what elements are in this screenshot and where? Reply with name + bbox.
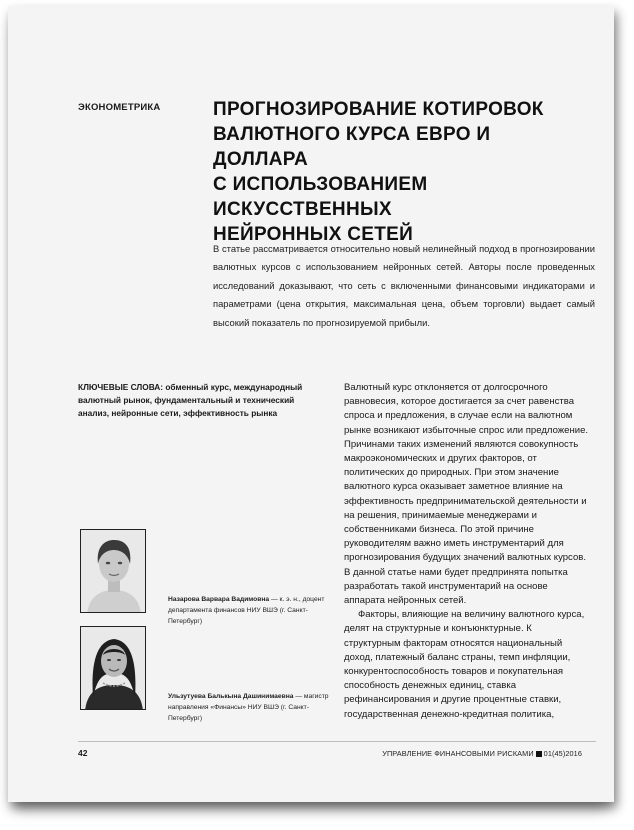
author-affiliation: департамента финансов НИУ ВШЭ (г. Санкт-Петербург) <box>168 607 308 625</box>
author-role: — к. э. н., доцент <box>269 596 325 603</box>
author-affiliation: направления «Финансы» НИУ ВШЭ (г. Санкт-Петербург) <box>168 704 309 722</box>
journal-page <box>8 6 614 802</box>
author-photo <box>80 529 146 613</box>
author-caption <box>168 691 338 724</box>
body-paragraph: Факторы, влияющие на величину валютного курса, делят на структурные и конъюнктурные. К структурным факторам относятся национальный доход, платежный баланс страны, темп инфляции, конкурентоспособность товаров и покупательная способность денежных единиц, ставка рефинансирования и другие процентные ставки, государственная денежно-кредитная политика, <box>344 609 585 720</box>
abstract: В статье рассматривается относительно новый нелинейный подход в прогнозировании валютных курсов с использованием нейронных сетей. Авторы после проведенных исследований доказывают, что сеть с включенными финансовыми индикаторами и параметрами (цена открытия, максимальная цена, объем торговли) выдает самый высокий показатель по прогнозируемой прибыли. <box>213 243 595 328</box>
title-line: ПРОГНОЗИРОВАНИЕ КОТИРОВОК <box>213 99 544 120</box>
author-photo <box>80 626 146 710</box>
author-role: — магистр <box>293 693 329 700</box>
journal-name: УПРАВЛЕНИЕ ФИНАНСОВЫМИ РИСКАМИ <box>382 749 534 758</box>
author-caption <box>168 594 338 627</box>
article-title <box>213 97 583 247</box>
title-line: НЕЙРОННЫХ СЕТЕЙ <box>213 224 414 245</box>
square-bullet-icon <box>536 751 542 757</box>
journal-footer <box>382 749 582 758</box>
author-name: Ульзутуева Балькына Дашинимаевна <box>168 693 294 700</box>
title-line: ВАЛЮТНОГО КУРСА ЕВРО И ДОЛЛАРА <box>213 124 491 170</box>
author-name: Назарова Варвара Вадимовна <box>168 596 270 603</box>
title-line: С ИСПОЛЬЗОВАНИЕМ ИСКУССТВЕННЫХ <box>213 174 428 220</box>
keywords-text: обменный курс, международный валютный рынок, фундаментальный и технический анализ, нейронные сети, эффективность рынка <box>78 382 303 419</box>
page-number: 42 <box>78 748 88 758</box>
keywords <box>78 381 326 421</box>
section-label: ЭКОНОМЕТРИКА <box>78 102 161 113</box>
article-body <box>344 381 590 722</box>
keywords-label: КЛЮЧЕВЫЕ СЛОВА: <box>78 382 164 392</box>
body-paragraph: Валютный курс отклоняется от долгосрочного равновесия, которое достигается за счет равенства спроса и предложения, в случае если на валютном рынке возникают избыточные спрос или предложение. Причинами таких изменений являются совокупность макроэкономических и других факторов, от политических до природных. При этом значение валютного курса оказывает заметное влияние на эффективность предпринимательской деятельности и на решения, принимаемые менеджерами и собственниками бизнеса. По этой причине руководителям важно иметь инструментарий для прогнозирования будущих значений валютных курсов. В данной статье нами будет предпринята попытка разработать такой инструментарий на основе аппарата нейронных сетей. <box>344 382 589 607</box>
footer-divider <box>78 741 596 742</box>
journal-issue: 01(45)2016 <box>543 749 582 758</box>
